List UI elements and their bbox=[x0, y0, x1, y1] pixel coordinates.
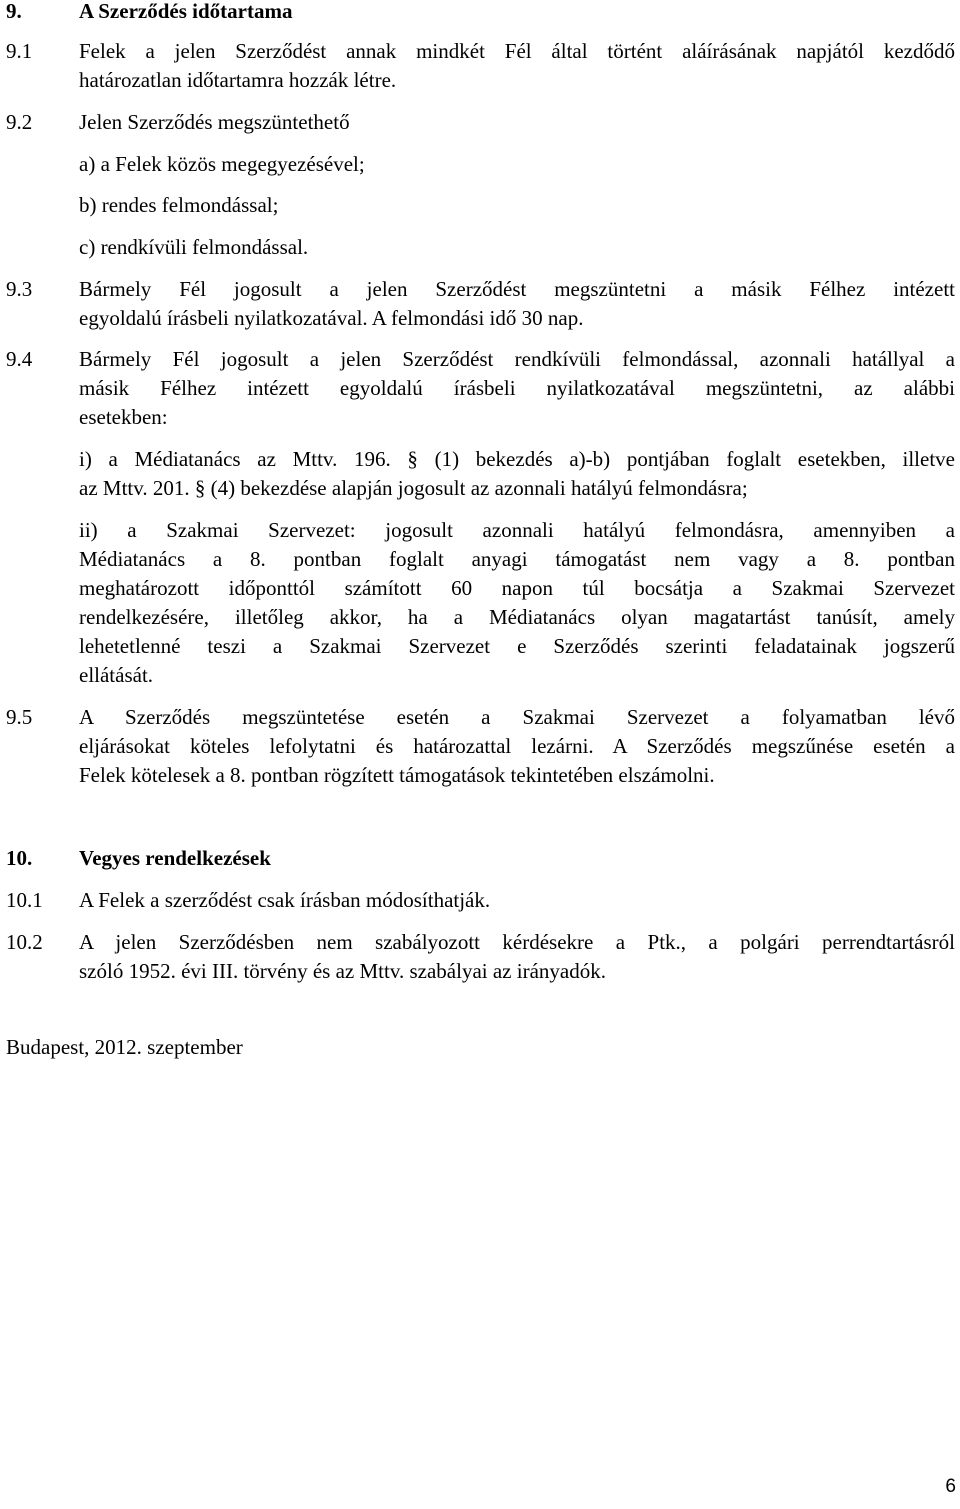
para-9-4-i-line: i) a Médiatanács az Mttv. 196. § (1) bekezdés a)-b) pontjában foglalt esetekben, illetve bbox=[79, 447, 955, 471]
para-9-4-number: 9.4 bbox=[6, 347, 33, 371]
para-9-4-ii-line: Médiatanács a 8. pontban foglalt anyagi támogatást nem vagy a 8. pontban bbox=[79, 547, 955, 571]
para-9-4-ii-line: meghatározott időponttól számított 60 napon túl bocsátja a Szakmai Szervezet bbox=[79, 576, 955, 600]
list-item: a) a Felek közös megegyezésével; bbox=[79, 152, 365, 176]
list-item: c) rendkívüli felmondással. bbox=[79, 235, 309, 259]
para-9-5-number: 9.5 bbox=[6, 705, 33, 729]
para-10-2-line: A jelen Szerződésben nem szabályozott kérdésekre a Ptk., a polgári perrendtartásról bbox=[79, 930, 955, 954]
section-9-number: 9. bbox=[6, 0, 22, 23]
section-9-title: A Szerződés időtartama bbox=[79, 0, 293, 23]
para-9-2-intro: Jelen Szerződés megszüntethető bbox=[79, 110, 350, 134]
para-10-2-number: 10.2 bbox=[6, 930, 43, 954]
para-9-2-number: 9.2 bbox=[6, 110, 33, 134]
para-9-4-ii-line: lehetetlenné teszi a Szakmai Szervezet e Szerződés szerinti feladatainak jogszerű bbox=[79, 634, 955, 658]
para-9-1-line: Felek a jelen Szerződést annak mindkét Fél által történt aláírásának napjától kezdődő bbox=[79, 39, 955, 63]
para-10-2-line: szóló 1952. évi III. törvény és az Mttv. szabályai az irányadók. bbox=[79, 959, 606, 983]
para-9-5-line: A Szerződés megszüntetése esetén a Szakmai Szervezet a folyamatban lévő bbox=[79, 705, 955, 729]
para-9-5-line: eljárásokat köteles lefolytatni és határozattal lezárni. A Szerződés megszűnése esetén a bbox=[79, 734, 955, 758]
para-10-1-number: 10.1 bbox=[6, 888, 43, 912]
section-10-number: 10. bbox=[6, 846, 33, 870]
para-9-4-line: esetekben: bbox=[79, 405, 168, 429]
para-9-1-number: 9.1 bbox=[6, 39, 33, 63]
page-number: 6 bbox=[945, 1476, 956, 1497]
para-9-4-ii-line: ii) a Szakmai Szervezet: jogosult azonnali hatályú felmondásra, amennyiben a bbox=[79, 518, 955, 542]
para-9-3-line: egyoldalú írásbeli nyilatkozatával. A felmondási idő 30 nap. bbox=[79, 306, 584, 330]
section-10-title: Vegyes rendelkezések bbox=[79, 846, 271, 870]
list-item: b) rendes felmondással; bbox=[79, 193, 279, 217]
para-9-4-ii-line: ellátását. bbox=[79, 663, 154, 687]
para-9-4-line: másik Félhez intézett egyoldalú írásbeli nyilatkozatával megszüntetni, az alábbi bbox=[79, 376, 955, 400]
place-date: Budapest, 2012. szeptember bbox=[6, 1035, 243, 1059]
para-9-5-line: Felek kötelesek a 8. pontban rögzített támogatások tekintetében elszámolni. bbox=[79, 763, 715, 787]
para-9-4-line: Bármely Fél jogosult a jelen Szerződést rendkívüli felmondással, azonnali hatállyal a bbox=[79, 347, 955, 371]
para-9-4-ii-line: rendelkezésére, illetőleg akkor, ha a Médiatanács olyan magatartást tanúsít, amely bbox=[79, 605, 955, 629]
para-9-3-number: 9.3 bbox=[6, 277, 33, 301]
para-9-3-line: Bármely Fél jogosult a jelen Szerződést megszüntetni a másik Félhez intézett bbox=[79, 277, 955, 301]
para-9-1-line: határozatlan időtartamra hozzák létre. bbox=[79, 68, 397, 92]
para-10-1-line: A Felek a szerződést csak írásban módosíthatják. bbox=[79, 888, 491, 912]
para-9-4-i-line: az Mttv. 201. § (4) bekezdése alapján jogosult az azonnali hatályú felmondásra; bbox=[79, 476, 748, 500]
